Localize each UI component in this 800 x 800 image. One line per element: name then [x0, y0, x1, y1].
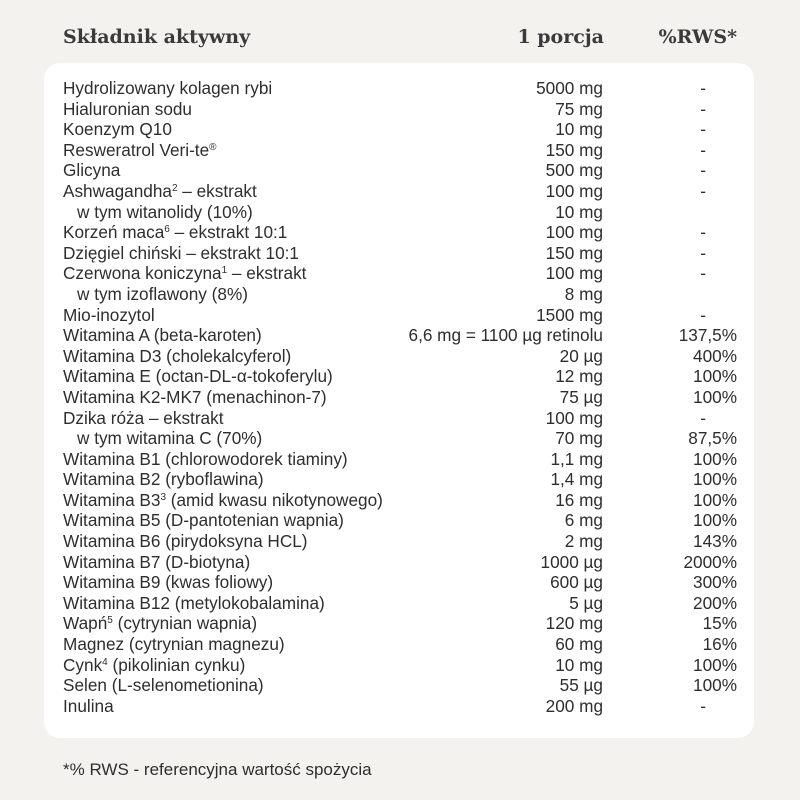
portion-value: 150 mg: [545, 242, 603, 263]
portion-value: 100 mg: [545, 263, 603, 284]
rws-value: 100%: [693, 489, 737, 510]
ingredient-name: [63, 119, 172, 140]
ingredient-name-text: Witamina B5 (D-pantotenian wapnia): [63, 510, 344, 531]
ingredient-name: [63, 366, 333, 387]
ingredient-name: [63, 469, 264, 490]
rws-value: -: [700, 242, 706, 263]
portion-value: 20 µg: [559, 345, 603, 366]
column-header-ingredient: Składnik aktywny: [63, 26, 251, 48]
portion-value: 10 mg: [555, 201, 603, 222]
portion-value: 2 mg: [564, 531, 603, 552]
ingredient-name-suffix: – ekstrakt 10:1: [169, 222, 288, 243]
footnote-marker: ®: [209, 141, 217, 153]
table-row: [0, 510, 800, 531]
ingredient-name: [63, 325, 262, 346]
rws-value: 300%: [693, 572, 737, 593]
portion-value: 75 µg: [559, 386, 603, 407]
ingredient-name: [63, 634, 285, 655]
rws-value: -: [700, 407, 706, 428]
table-row: [0, 202, 800, 223]
ingredient-name-suffix: – ekstrakt: [227, 263, 307, 284]
ingredient-name-text: Witamina E (octan-DL-α-tokoferylu): [63, 366, 333, 387]
ingredient-name-text: Witamina B1 (chlorowodorek tiaminy): [63, 448, 348, 469]
rws-value: -: [700, 695, 706, 716]
table-row: [0, 531, 800, 552]
ingredient-name-text: Hydrolizowany kolagen rybi: [63, 78, 273, 98]
table-row: [0, 675, 800, 696]
table-row: [0, 99, 800, 120]
ingredient-name: [63, 531, 308, 552]
table-row: [0, 552, 800, 573]
table-row: [0, 181, 800, 202]
table-row: [0, 346, 800, 367]
rws-value: 15%: [702, 613, 737, 634]
portion-value: 70 mg: [555, 428, 603, 449]
ingredient-name-text: Witamina B6 (pirydoksyna HCL): [63, 531, 308, 552]
ingredient-name-text: Witamina B12 (metylokobalamina): [63, 592, 325, 613]
ingredient-name: [63, 696, 114, 717]
table-row: [0, 284, 800, 305]
ingredient-name-text: Mio-inozytol: [63, 304, 155, 325]
ingredient-name: [63, 160, 120, 181]
table-row: [0, 634, 800, 655]
footnote: *% RWS - referencyjna wartość spożycia: [63, 760, 372, 779]
table-row: [0, 428, 800, 449]
ingredient-name: [63, 181, 257, 202]
footnote-marker: 3: [160, 491, 166, 503]
table-header: [0, 26, 800, 56]
rws-value: 137,5%: [678, 325, 737, 346]
table-row: [0, 160, 800, 181]
ingredient-name-text: w tym witamina C (70%): [77, 428, 263, 449]
ingredient-name: [63, 140, 217, 161]
rws-value: 143%: [693, 531, 737, 552]
rws-value: 100%: [693, 510, 737, 531]
footnote-marker: 5: [107, 615, 113, 627]
portion-value: 8 mg: [564, 283, 603, 304]
rws-value: -: [700, 78, 706, 98]
ingredient-name-text: Inulina: [63, 695, 114, 716]
ingredient-name-text: Witamina B9 (kwas foliowy): [63, 572, 274, 593]
portion-value: 10 mg: [555, 119, 603, 140]
portion-value: 55 µg: [559, 675, 603, 696]
portion-value: 100 mg: [545, 180, 603, 201]
table-row: [0, 325, 800, 346]
table-row: [0, 78, 800, 99]
ingredient-name-text: Ashwagandha: [63, 180, 172, 201]
portion-value: 1500 mg: [536, 304, 603, 325]
ingredient-name: [63, 346, 291, 367]
ingredient-name: [77, 202, 253, 223]
ingredient-name-text: Resweratrol Veri-te: [63, 139, 210, 160]
ingredient-name: [63, 305, 155, 326]
table-row: [0, 243, 800, 264]
rws-value: 100%: [693, 654, 737, 675]
ingredient-name: [63, 510, 344, 531]
ingredient-name-text: Glicyna: [63, 160, 121, 181]
ingredient-name: [63, 572, 273, 593]
ingredient-name: [63, 613, 257, 634]
ingredient-name: [63, 490, 383, 511]
portion-value: 16 mg: [555, 489, 603, 510]
ingredient-name: [63, 449, 348, 470]
ingredient-name-text: Witamina K2-MK7 (menachinon-7): [63, 386, 327, 407]
table-row: [0, 572, 800, 593]
footnote-marker: 2: [171, 182, 178, 194]
ingredient-name-text: Korzeń maca: [63, 222, 165, 243]
portion-value: 10 mg: [555, 654, 603, 675]
rws-value: 200%: [693, 592, 737, 613]
ingredient-name: [63, 78, 272, 99]
portion-value: 75 mg: [555, 98, 603, 119]
rws-value: 400%: [693, 345, 737, 366]
ingredient-name-text: w tym izoflawony (8%): [77, 283, 248, 304]
ingredient-name-text: w tym witanolidy (10%): [77, 201, 253, 222]
ingredient-name: [63, 243, 299, 264]
portion-value: 5 µg: [569, 592, 603, 613]
portion-value: 1000 µg: [540, 551, 603, 572]
portion-value: 100 mg: [545, 222, 603, 243]
portion-value: 600 µg: [550, 572, 603, 593]
ingredient-name-text: Witamina B2 (ryboflawina): [63, 469, 264, 490]
rws-value: 100%: [693, 469, 737, 490]
table-row: [0, 613, 800, 634]
rws-value: -: [700, 263, 706, 284]
ingredient-name: [63, 99, 192, 120]
table-row: [0, 119, 800, 140]
rws-value: -: [700, 98, 706, 119]
ingredient-name: [63, 675, 264, 696]
ingredient-name-text: Czerwona koniczyna: [63, 263, 222, 284]
footnote-marker: 4: [102, 656, 108, 668]
table-row: [0, 263, 800, 284]
column-header-rws: %RWS*: [658, 26, 737, 48]
portion-value: 12 mg: [555, 366, 603, 387]
ingredient-name: [63, 263, 306, 284]
ingredient-name-text: Witamina D3 (cholekalcyferol): [63, 345, 292, 366]
footnote-marker: 1: [221, 265, 228, 277]
table-row: [0, 490, 800, 511]
ingredient-name-text: Magnez (cytrynian magnezu): [63, 634, 285, 655]
ingredient-name-text: Koenzym Q10: [63, 119, 172, 140]
ingredient-name-suffix: (cytrynian wapnia): [112, 613, 258, 634]
footnote-marker: 6: [164, 224, 170, 236]
ingredient-name: [63, 387, 327, 408]
ingredient-name-text: Dzięgiel chiński – ekstrakt 10:1: [63, 242, 299, 263]
table-row: [0, 696, 800, 717]
ingredient-name-text: Witamina A (beta-karoten): [63, 325, 262, 346]
portion-value: 60 mg: [555, 634, 603, 655]
ingredients-table: [0, 78, 800, 716]
rws-value: -: [700, 119, 706, 140]
ingredient-name-text: Hialuronian sodu: [63, 98, 192, 119]
table-row: [0, 469, 800, 490]
table-row: [0, 366, 800, 387]
rws-value: 87,5%: [688, 428, 737, 449]
portion-value: 120 mg: [545, 613, 603, 634]
table-row: [0, 222, 800, 243]
ingredient-name: [63, 593, 325, 614]
portion-value: 150 mg: [545, 139, 603, 160]
rws-value: -: [700, 222, 706, 243]
table-row: [0, 593, 800, 614]
rws-value: -: [700, 180, 706, 201]
ingredient-name-suffix: (amid kwasu nikotynowego): [166, 489, 383, 510]
table-row: [0, 387, 800, 408]
portion-value: 5000 mg: [536, 78, 603, 98]
ingredient-name: [63, 222, 287, 243]
rws-value: 2000%: [683, 551, 737, 572]
rws-value: 16%: [702, 634, 737, 655]
table-row: [0, 655, 800, 676]
ingredient-name-suffix: – ekstrakt: [177, 180, 257, 201]
rws-value: 100%: [693, 366, 737, 387]
portion-value: 500 mg: [545, 160, 603, 181]
portion-value: 6 mg: [564, 510, 603, 531]
rws-value: 100%: [693, 448, 737, 469]
rws-value: 100%: [693, 675, 737, 696]
table-row: [0, 449, 800, 470]
portion-value: 1,4 mg: [550, 469, 603, 490]
portion-value: 100 mg: [545, 407, 603, 428]
ingredient-name-text: Cynk: [63, 654, 103, 675]
ingredient-name-text: Witamina B7 (D-biotyna): [63, 551, 251, 572]
ingredient-name: [77, 428, 262, 449]
table-row: [0, 408, 800, 429]
ingredient-name: [63, 552, 250, 573]
table-row: [0, 305, 800, 326]
column-header-portion: 1 porcja: [517, 26, 604, 48]
rws-value: 100%: [693, 386, 737, 407]
ingredient-name: [63, 655, 245, 676]
ingredient-name-text: Wapń: [63, 613, 108, 634]
ingredient-name-text: Selen (L-selenometionina): [63, 675, 264, 696]
ingredient-name-text: Dzika róża – ekstrakt: [63, 407, 224, 428]
ingredient-name: [63, 408, 223, 429]
portion-value: 1,1 mg: [550, 448, 603, 469]
portion-value: 6,6 mg = 1100 µg retinolu: [408, 325, 603, 346]
table-row: [0, 140, 800, 161]
rws-value: -: [700, 160, 706, 181]
rws-value: -: [700, 304, 706, 325]
ingredient-name: [77, 284, 248, 305]
rws-value: -: [700, 139, 706, 160]
ingredient-name-text: Witamina B3: [63, 489, 161, 510]
ingredient-name-suffix: (pikolinian cynku): [107, 654, 246, 675]
portion-value: 200 mg: [545, 695, 603, 716]
